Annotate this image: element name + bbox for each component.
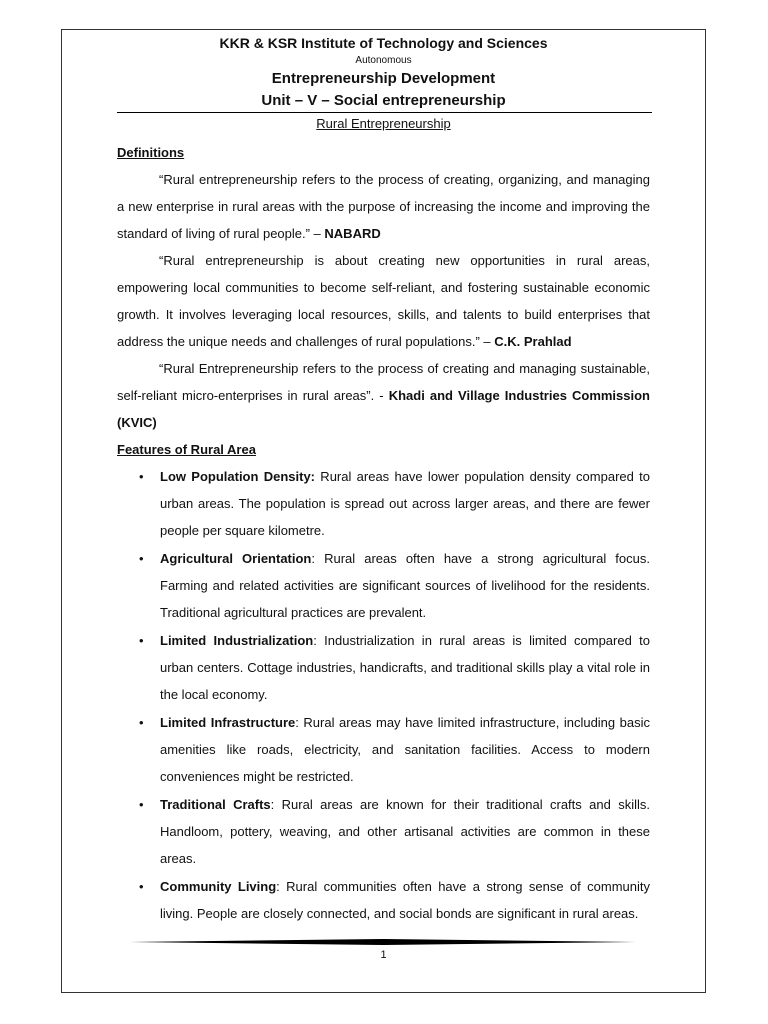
feature-term: Community Living: [160, 879, 277, 894]
definition-paragraph: [117, 355, 650, 436]
bullet-icon: •: [139, 633, 144, 648]
features-heading: Features of Rural Area: [117, 442, 256, 457]
definition-paragraph: [117, 247, 650, 355]
unit-title: Unit – V – Social entrepreneurship: [261, 92, 506, 109]
feature-term: Low Population Density:: [160, 469, 316, 484]
definition-quote: “Rural entrepreneurship is about creating new opportunities in rural areas, empowering local communities to become self-reliant, and fostering sustainable economic growth. It involves leveraging local resources, skills, and talents to build enterprises that address the unique needs and challenges of rural populations.” –: [117, 253, 650, 349]
feature-text: : Rural areas may have limited infrastructure, including basic amenities like roads, electricity, and sanitation facilities. Access to modern conveniences might be restricted.: [160, 715, 651, 784]
feature-item: [117, 791, 650, 872]
definitions-heading: Definitions: [117, 145, 185, 160]
course-title: Entrepreneurship Development: [271, 70, 496, 87]
document-body: [117, 139, 650, 928]
feature-item: [117, 545, 650, 626]
feature-text: : Industrialization in rural areas is limited compared to urban centers. Cottage industries, handicrafts, and traditional skills play a vital role in the local economy.: [160, 633, 650, 702]
bullet-icon: •: [139, 879, 144, 894]
features-list: [117, 463, 650, 927]
feature-term: Limited Industrialization: [160, 633, 314, 648]
feature-text: : Rural areas often have a strong agricultural focus. Farming and related activities are significant sources of livelihood for the residents. Traditional agricultural practices are prevalent.: [160, 551, 650, 620]
topic-title: Rural Entrepreneurship: [316, 116, 451, 131]
definition-paragraph: [117, 166, 650, 247]
definition-quote: “Rural entrepreneurship refers to the process of creating, organizing, and managing a new enterprise in rural areas with the purpose of increasing the income and improving the standard of living of rural people.” –: [117, 172, 650, 241]
bullet-icon: •: [139, 469, 144, 484]
autonomous-label: Autonomous: [355, 55, 412, 66]
footer-divider: [130, 939, 638, 945]
bullet-icon: •: [139, 715, 144, 730]
feature-text: : Rural areas are known for their traditional crafts and skills. Handloom, pottery, weaving, and other artisanal activities are common in these areas.: [160, 797, 650, 866]
feature-term: Agricultural Orientation: [160, 551, 312, 566]
definition-source: Khadi and Village Industries Commission (KVIC): [117, 388, 651, 430]
feature-item: [117, 873, 650, 927]
definition-source: NABARD: [324, 226, 381, 241]
feature-text: Rural areas have lower population density compared to urban areas. The population is spread out across larger areas, and there are fewer people per square kilometre.: [160, 469, 650, 538]
bullet-icon: •: [139, 797, 144, 812]
feature-item: [117, 463, 650, 544]
institution-name: KKR & KSR Institute of Technology and Sciences: [219, 35, 548, 51]
definition-quote: “Rural Entrepreneurship refers to the process of creating and managing sustainable, self-reliant micro-enterprises in rural areas”. -: [117, 361, 650, 403]
feature-term: Limited Infrastructure: [160, 715, 296, 730]
feature-item: [117, 709, 650, 790]
definition-source: C.K. Prahlad: [494, 334, 572, 349]
header-divider: [117, 112, 652, 113]
feature-term: Traditional Crafts: [160, 797, 271, 812]
bullet-icon: •: [139, 551, 144, 566]
feature-item: [117, 627, 650, 708]
feature-text: : Rural communities often have a strong sense of community living. People are closely connected, and social bonds are significant in rural areas.: [160, 879, 650, 921]
page-number: 1: [380, 949, 387, 961]
